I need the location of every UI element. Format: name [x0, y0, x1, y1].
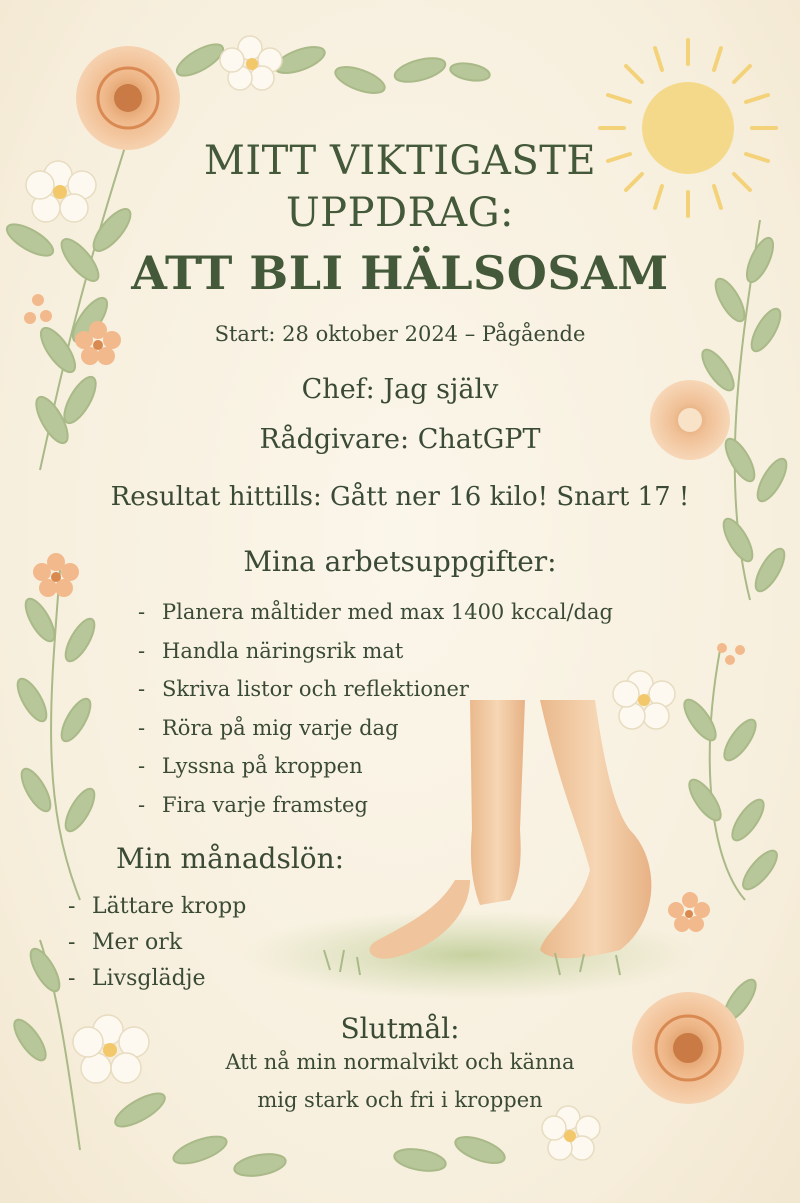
salary-heading: Min månadslön: — [116, 842, 345, 875]
goal-heading: Slutmål: — [340, 1012, 460, 1045]
advisor-line: Rådgivare: ChatGPT — [259, 424, 541, 455]
list-item: - Skriva listor och reflektioner — [162, 670, 613, 709]
start-date: Start: 28 oktober 2024 – Pågående — [214, 322, 586, 346]
tasks-heading: Mina arbetsuppgifter: — [243, 545, 557, 578]
list-item: - Handla näringsrik mat — [162, 632, 613, 671]
list-item: - Lättare kropp — [92, 889, 246, 925]
salary-list — [92, 889, 246, 997]
title-line-1: MITT VIKTIGASTE — [203, 138, 597, 184]
list-item: - Fira varje framsteg — [162, 786, 613, 825]
list-item: - Röra på mig varje dag — [162, 709, 613, 748]
result-line: Resultat hittills: Gått ner 16 kilo! Snart 17 ! — [110, 482, 690, 512]
tasks-list — [162, 593, 613, 824]
title-line-2: UPPDRAG: — [285, 190, 515, 236]
list-item: - Livsglädje — [92, 961, 246, 997]
goal-line-2: mig stark och fri i kroppen — [257, 1088, 543, 1112]
title-line-3: ATT BLI HÄLSOSAM — [131, 246, 669, 300]
white-flower-icon — [613, 671, 675, 729]
list-item: - Mer ork — [92, 925, 246, 961]
rose-icon — [76, 46, 180, 150]
goal-line-1: Att nå min normalvikt och känna — [225, 1050, 575, 1074]
list-item: - Planera måltider med max 1400 kccal/dag — [162, 593, 613, 632]
list-item: - Lyssna på kroppen — [162, 747, 613, 786]
chef-line: Chef: Jag själv — [301, 374, 499, 405]
